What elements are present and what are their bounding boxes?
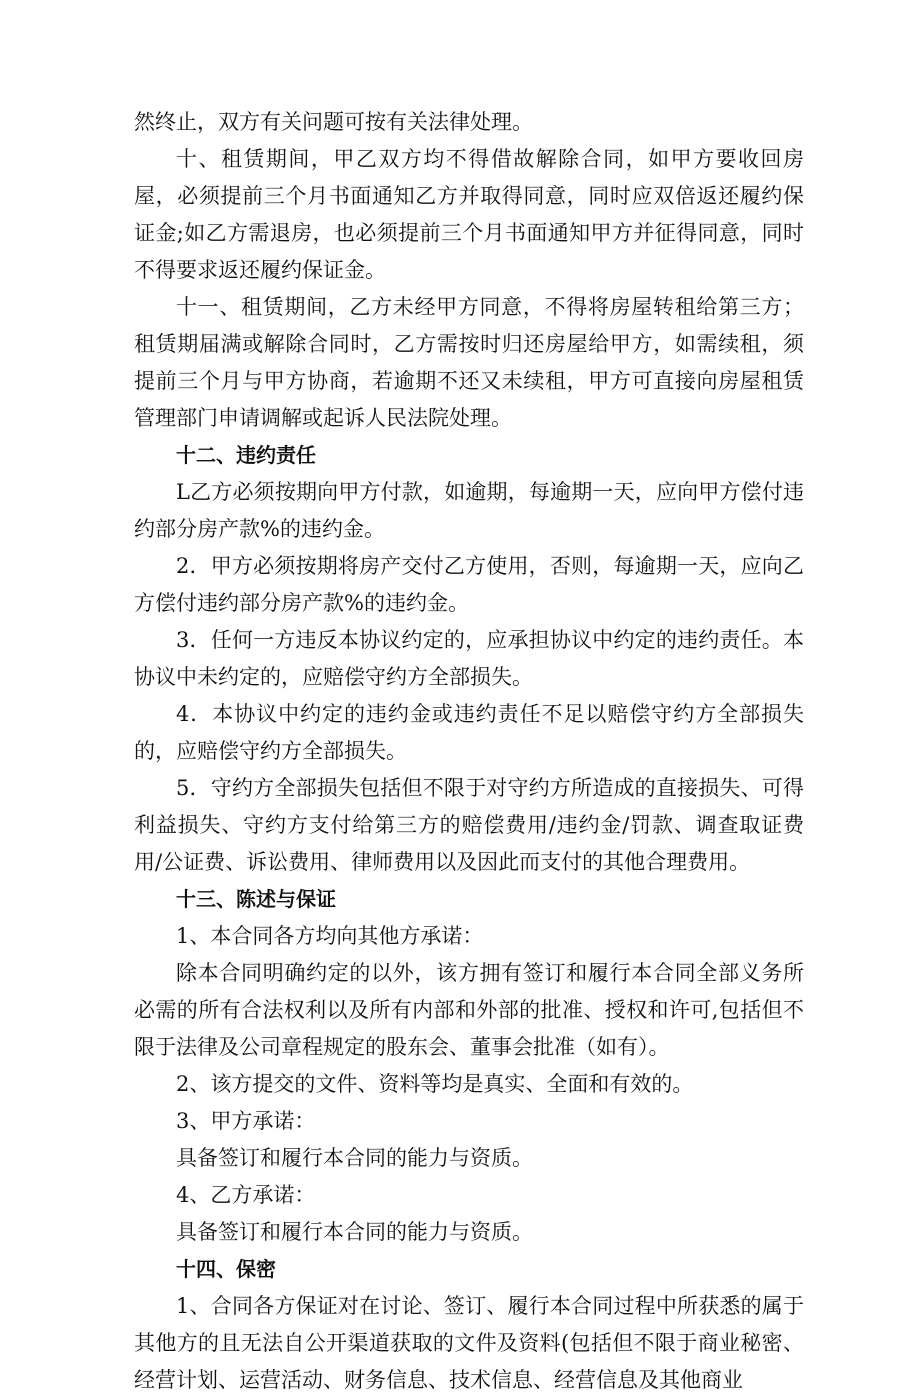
- document-body: [134, 104, 804, 1399]
- clause-13-4: 4、乙方承诺：: [176, 1183, 316, 1207]
- section-heading-12: 十二、违约责任: [176, 443, 316, 467]
- paragraph-intro: 然终止，双方有关问题可按有关法律处理。: [134, 110, 533, 134]
- clause-10: 十、租赁期间，甲乙双方均不得借故解除合同，如甲方要收回房屋，必须提前三个月书面通知乙方并取得同意，同时应双倍返还履约保证金;如乙方需退房，也必须提前三个月书面通知甲方并征得同意，同时不得要求返还履约保证金。: [134, 147, 804, 282]
- clause-12-1: L乙方必须按期向甲方付款，如逾期，每逾期一天，应向甲方偿付违约部分房产款%的违约金。: [134, 480, 804, 541]
- clause-13-4-detail: 具备签订和履行本合同的能力与资质。: [176, 1220, 533, 1244]
- clause-12-3: 3．任何一方违反本协议约定的，应承担协议中约定的违约责任。本协议中未约定的，应赔偿守约方全部损失。: [134, 628, 804, 689]
- clause-12-5: 5．守约方全部损失包括但不限于对守约方所造成的直接损失、可得利益损失、守约方支付给第三方的赔偿费用/违约金/罚款、调查取证费用/公证费、诉讼费用、律师费用以及因此而支付的其他合理费用。: [134, 776, 804, 874]
- clause-12-4: 4．本协议中约定的违约金或违约责任不足以赔偿守约方全部损失的，应赔偿守约方全部损失。: [134, 702, 804, 763]
- clause-12-2: 2．甲方必须按期将房产交付乙方使用，否则，每逾期一天，应向乙方偿付违约部分房产款%的违约金。: [134, 554, 804, 615]
- section-heading-14: 十四、保密: [176, 1257, 276, 1281]
- section-heading-13: 十三、陈述与保证: [176, 887, 336, 911]
- clause-13-1-detail: 除本合同明确约定的以外，该方拥有签订和履行本合同全部义务所必需的所有合法权利以及所有内部和外部的批准、授权和许可,包括但不限于法律及公司章程规定的股东会、董事会批准（如有）。: [134, 961, 804, 1059]
- clause-13-2: 2、该方提交的文件、资料等均是真实、全面和有效的。: [176, 1072, 694, 1096]
- clause-13-1: 1、本合同各方均向其他方承诺：: [176, 924, 484, 948]
- clause-11: 十一、租赁期间，乙方未经甲方同意，不得将房屋转租给第三方；租赁期届满或解除合同时，乙方需按时归还房屋给甲方，如需续租，须提前三个月与甲方协商，若逾期不还又未续租，甲方可直接向房屋租赁管理部门申请调解或起诉人民法院处理。: [134, 295, 804, 430]
- clause-13-3: 3、甲方承诺：: [176, 1109, 316, 1133]
- clause-14-1: 1、合同各方保证对在讨论、签订、履行本合同过程中所获悉的属于其他方的且无法自公开渠道获取的文件及资料(包括但不限于商业秘密、经营计划、运营活动、财务信息、技术信息、经营信息及其他商业: [134, 1294, 804, 1392]
- clause-13-3-detail: 具备签订和履行本合同的能力与资质。: [176, 1146, 533, 1170]
